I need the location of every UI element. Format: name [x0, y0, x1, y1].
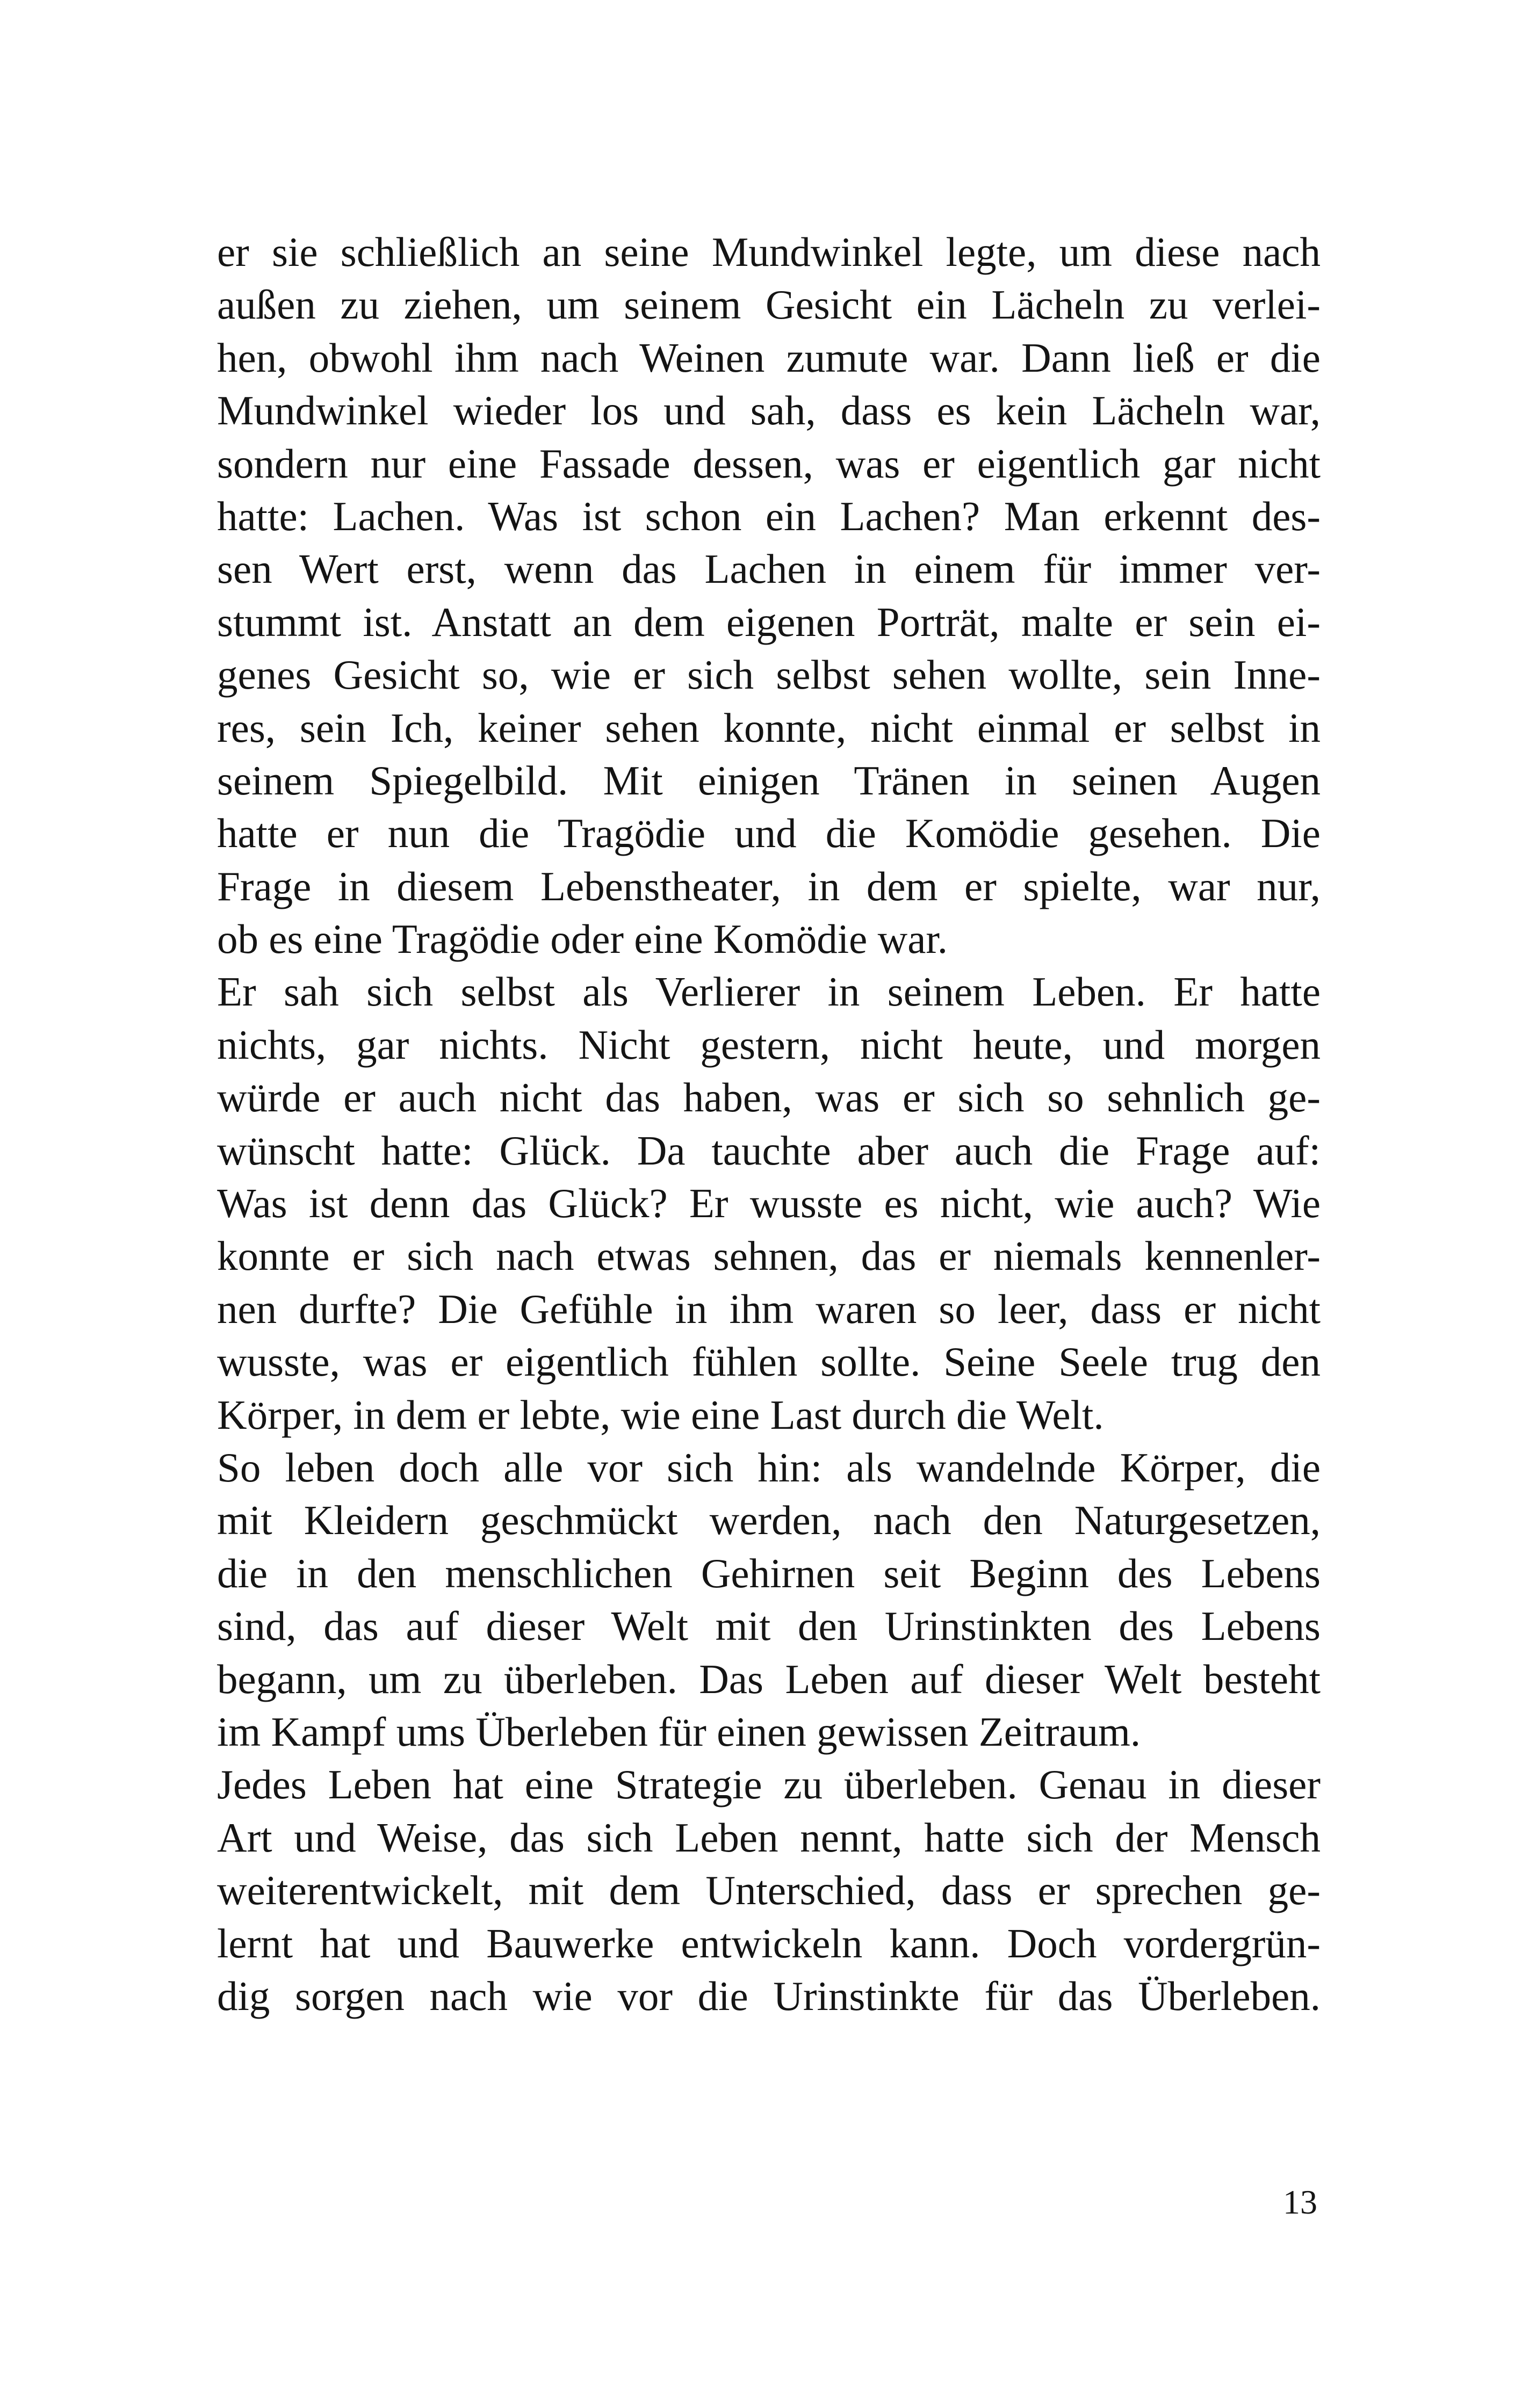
text-line: Körper, in dem er lebte, wie eine Last durch die Welt.	[217, 1391, 1104, 1438]
text-line: sondern nur eine Fassade dessen, was er eigentlich gar nicht	[217, 440, 1321, 487]
text-line: genes Gesicht so, wie er sich selbst sehen wollte, sein Inne-	[217, 652, 1321, 698]
text-line: Er sah sich selbst als Verlierer in seinem Leben. Er hatte	[217, 968, 1321, 1015]
body-text	[217, 226, 1321, 2022]
text-line: würde er auch nicht das haben, was er sich so sehnlich ge-	[217, 1074, 1321, 1121]
text-line: ob es eine Tragödie oder eine Komödie war.	[217, 916, 948, 963]
text-line: im Kampf ums Überleben für einen gewissen Zeitraum.	[217, 1708, 1141, 1755]
text-line: hen, obwohl ihm nach Weinen zumute war. Dann ließ er die	[217, 334, 1321, 381]
text-line: So leben doch alle vor sich hin: als wandelnde Körper, die	[217, 1444, 1321, 1491]
text-line: mit Kleidern geschmückt werden, nach den Naturgesetzen,	[217, 1497, 1321, 1544]
text-line: Mundwinkel wieder los und sah, dass es kein Lächeln war,	[217, 387, 1321, 434]
text-line: Art und Weise, das sich Leben nennt, hatte sich der Mensch	[217, 1814, 1321, 1861]
text-line: seinem Spiegelbild. Mit einigen Tränen in seinen Augen	[217, 757, 1321, 804]
text-line: konnte er sich nach etwas sehnen, das er niemals kennenler-	[217, 1233, 1321, 1279]
text-line: stummt ist. Anstatt an dem eigenen Porträt, malte er sein ei-	[217, 598, 1321, 645]
text-line: wusste, was er eigentlich fühlen sollte. Seine Seele trug den	[217, 1339, 1321, 1385]
text-line: begann, um zu überleben. Das Leben auf dieser Welt besteht	[217, 1655, 1321, 1702]
text-line: hatte er nun die Tragödie und die Komödie gesehen. Die	[217, 810, 1321, 857]
text-line: hatte: Lachen. Was ist schon ein Lachen? Man erkennt des-	[217, 493, 1321, 539]
text-line: weiterentwickelt, mit dem Unterschied, dass er sprechen ge-	[217, 1867, 1321, 1914]
text-line: Jedes Leben hat eine Strategie zu überleben. Genau in dieser	[217, 1761, 1321, 1808]
text-line: er sie schließlich an seine Mundwinkel legte, um diese nach	[217, 229, 1321, 275]
text-line: wünscht hatte: Glück. Da tauchte aber auch die Frage auf:	[217, 1127, 1321, 1174]
text-line: die in den menschlichen Gehirnen seit Beginn des Lebens	[217, 1550, 1321, 1596]
text-line: nen durfte? Die Gefühle in ihm waren so leer, dass er nicht	[217, 1285, 1321, 1332]
text-line: nichts, gar nichts. Nicht gestern, nicht heute, und morgen	[217, 1021, 1321, 1068]
text-line: sind, das auf dieser Welt mit den Urinstinkten des Lebens	[217, 1603, 1321, 1650]
text-line: dig sorgen nach wie vor die Urinstinkte für das Überleben.	[217, 1972, 1321, 2019]
text-line: res, sein Ich, keiner sehen konnte, nicht einmal er selbst in	[217, 704, 1321, 751]
text-line: Was ist denn das Glück? Er wusste es nicht, wie auch? Wie	[217, 1180, 1321, 1227]
text-line: sen Wert erst, wenn das Lachen in einem für immer ver-	[217, 546, 1321, 592]
page-number: 13	[1283, 2183, 1317, 2221]
text-line: Frage in diesem Lebenstheater, in dem er spielte, war nur,	[217, 863, 1321, 909]
text-line: lernt hat und Bauwerke entwickeln kann. Doch vordergrün-	[217, 1920, 1321, 1966]
text-line: außen zu ziehen, um seinem Gesicht ein Lächeln zu verlei-	[217, 281, 1321, 328]
